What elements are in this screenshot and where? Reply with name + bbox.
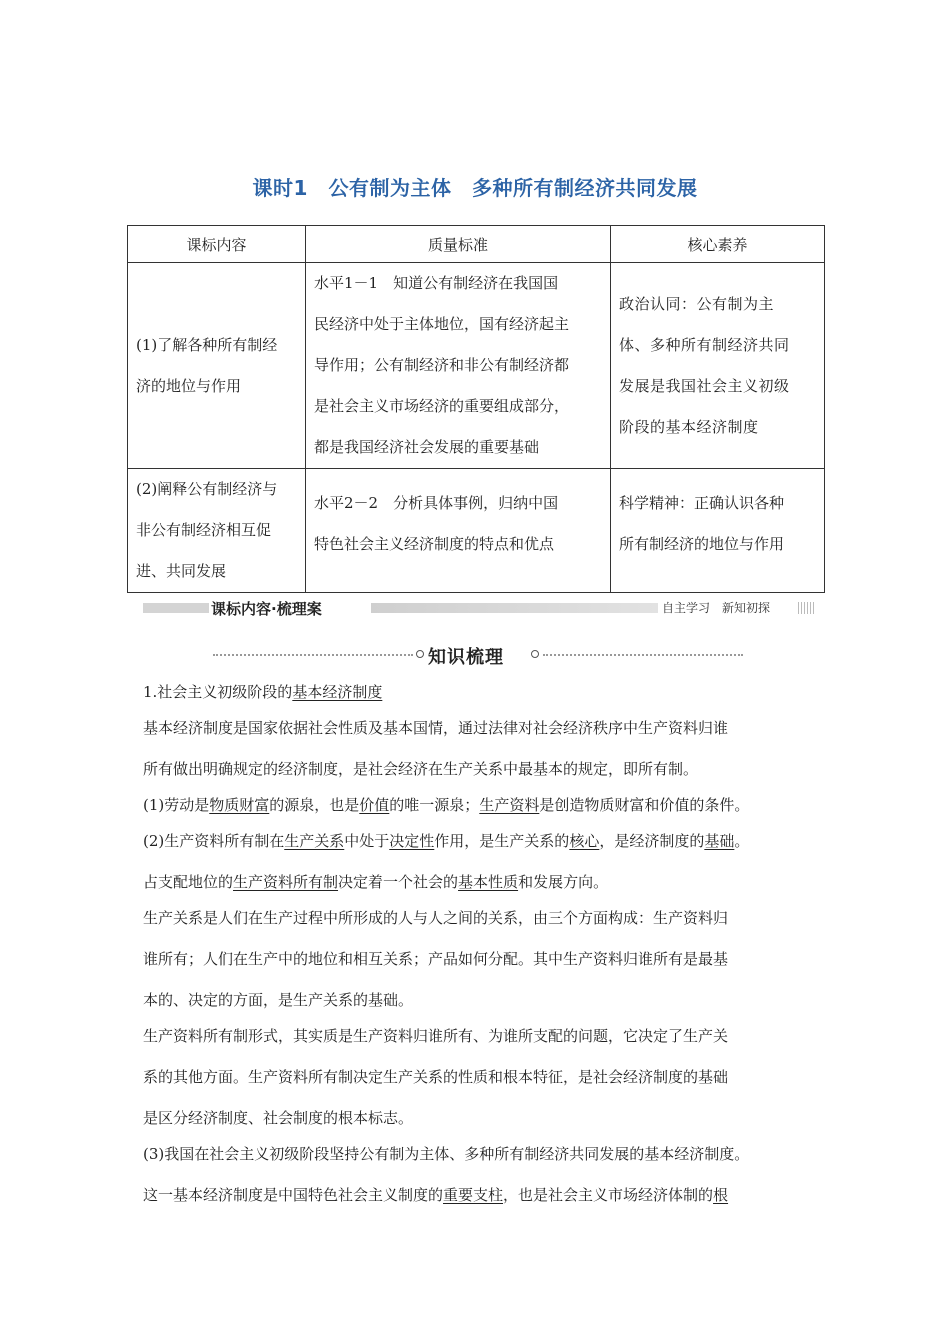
cell-quality: 水平1－1 知道公有制经济在我国国 民经济中处于主体地位，国有经济起主 导作用；公有制经济和非公有制经济都 是社会主义市场经济的重要组成部分， 都是我国经济社会发展的重要基础 — [306, 263, 611, 469]
paragraph-line: 所有做出明确规定的经济制度，是社会经济在生产关系中最基本的规定，即所有制。 — [143, 760, 699, 778]
cell-quality: 水平2－2 分析具体事例，归纳中国 特色社会主义经济制度的特点和优点 — [306, 469, 611, 593]
banner-bar-left — [143, 603, 209, 613]
col-header-content: 课标内容 — [128, 226, 306, 263]
paragraph-line: 基本经济制度是国家依据社会性质及基本国情，通过法律对社会经济秩序中生产资料归谁 — [143, 719, 729, 737]
dotted-rule-right — [543, 654, 743, 656]
table-row — [128, 263, 825, 469]
col-header-core: 核心素养 — [611, 226, 825, 263]
banner-subtitle: 自主学习 新知初探 — [658, 599, 774, 616]
cell-core: 政治认同：公有制为主 体、多种所有制经济共同 发展是我国社会主义初级 阶段的基本经济制度 — [611, 263, 825, 469]
paragraph-line: 系的其他方面。生产资料所有制决定生产关系的性质和根本特征，是社会经济制度的基础 — [143, 1068, 729, 1086]
table-header-row — [128, 226, 825, 263]
banner-title: 课标内容·梳理案 — [211, 600, 322, 618]
col-header-quality: 质量标准 — [306, 226, 611, 263]
cell-core: 科学精神：正确认识各种 所有制经济的地位与作用 — [611, 469, 825, 593]
circle-right — [531, 650, 539, 658]
circle-left — [416, 650, 424, 658]
cell-content: (2)阐释公有制经济与 非公有制经济相互促 进、共同发展 — [128, 469, 306, 593]
table-row — [128, 469, 825, 593]
cell-content: (1)了解各种所有制经 济的地位与作用 — [128, 263, 306, 469]
section-banner — [143, 598, 815, 618]
paragraph-line: 本的、决定的方面，是生产关系的基础。 — [143, 991, 414, 1009]
point-2-continued: 占支配地位的生产资料所有制决定着一个社会的基本性质和发展方向。 — [143, 873, 609, 891]
point-2: (2)生产资料所有制在生产关系中处于决定性作用，是生产关系的核心，是经济制度的基础。 — [143, 832, 750, 850]
dotted-rule-left — [213, 654, 413, 656]
paragraph-line: 生产关系是人们在生产过程中所形成的人与人之间的关系，由三个方面构成：生产资料归 — [143, 909, 729, 927]
knowledge-heading-text: 知识梳理 — [428, 647, 504, 668]
lesson-title: 课时1 公有制为主体 多种所有制经济共同发展 — [252, 176, 698, 200]
paragraph-line: 是区分经济制度、社会制度的根本标志。 — [143, 1109, 414, 1127]
point-3-continued: 这一基本经济制度是中国特色社会主义制度的重要支柱，也是社会主义市场经济体制的根 — [143, 1186, 729, 1204]
paragraph-line: 生产资料所有制形式，其实质是生产资料归谁所有、为谁所支配的问题，它决定了生产关 — [143, 1027, 729, 1045]
section1-heading: 1.社会主义初级阶段的基本经济制度 — [143, 683, 383, 701]
paragraph-line: 谁所有；人们在生产中的地位和相互关系；产品如何分配。其中生产资料归谁所有是最基 — [143, 950, 729, 968]
knowledge-heading — [213, 643, 743, 667]
point-3: (3)我国在社会主义初级阶段坚持公有制为主体、多种所有制经济共同发展的基本经济制度。 — [143, 1145, 750, 1163]
banner-stripes — [798, 602, 815, 614]
point-1: (1)劳动是物质财富的源泉，也是价值的唯一源泉；生产资料是创造物质财富和价值的条件。 — [143, 796, 750, 814]
standards-table — [127, 225, 825, 593]
